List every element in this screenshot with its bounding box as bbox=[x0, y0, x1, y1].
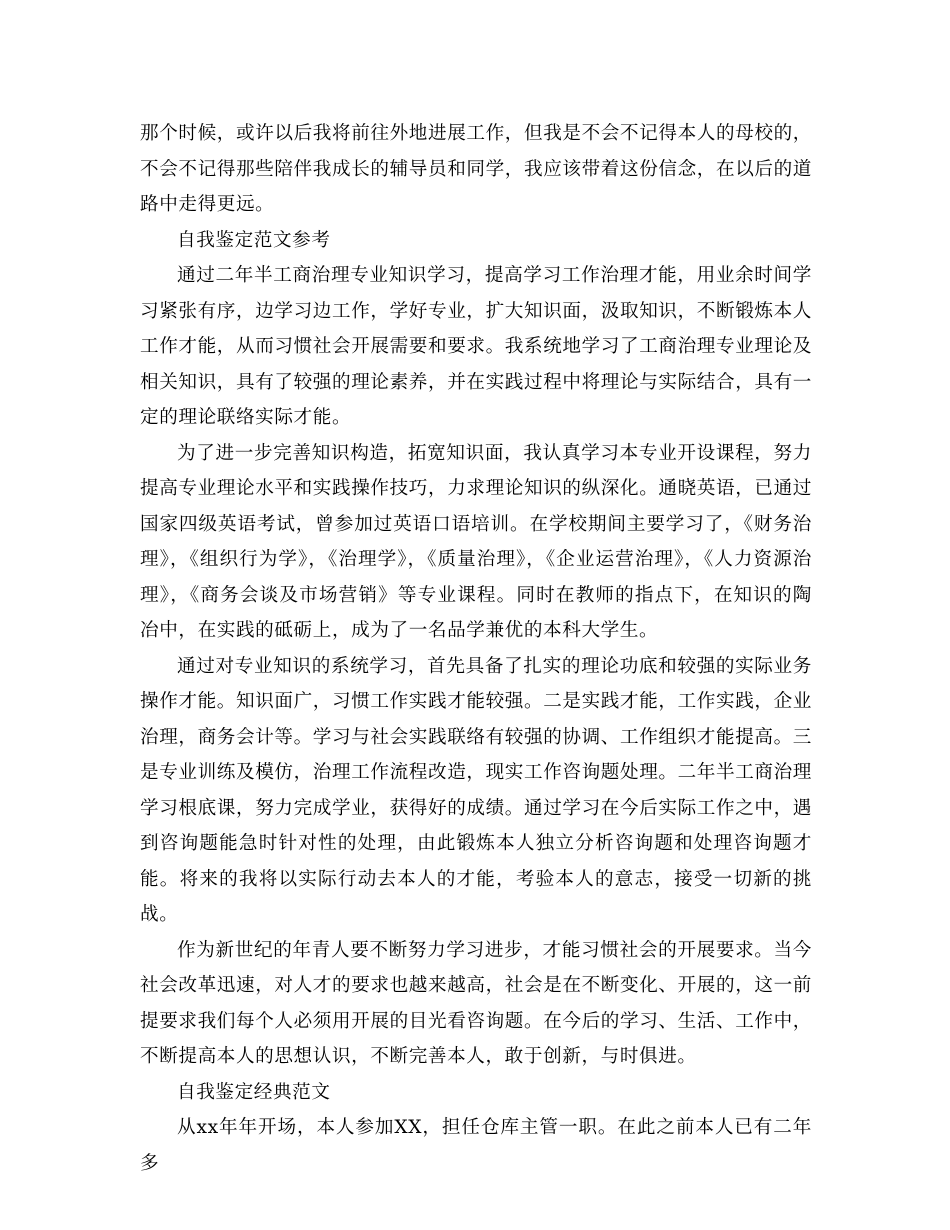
paragraph-warehouse-start: 从xx年年开场，本人参加XX，担任仓库主管一职。在此之前本人已有二年多 bbox=[140, 1117, 812, 1174]
section-heading-classic: 自我鉴定经典范文 bbox=[177, 1081, 331, 1103]
section-heading-reference: 自我鉴定范文参考 bbox=[177, 229, 331, 251]
paragraph-professional-skills: 通过对专业知识的系统学习，首先具备了扎实的理论功底和较强的实际业务操作才能。知识面广，习惯工作实践才能较强。二是实践才能，工作实践，企业治理，商务会计等。学习与社会实践联络有较强的协调、工作组织才能提高。三是专业训练及模仿，治理工作流程改造，现实工作咨询题处理。二年半工商治理学习根底课，努力完成学业，获得好的成绩。通过学习在今后实际工作之中，遇到咨询题能急时针对性的处理，由此锻炼本人独立分析咨询题和处理咨询题才能。将来的我将以实际行动去本人的才能，考验本人的意志，接受一切新的挑战。 bbox=[140, 655, 812, 925]
paragraph-intro-continuation: 那个时候，或许以后我将前往外地进展工作，但我是不会不记得本人的母校的，不会不记得那些陪伴我成长的辅导员和同学，我应该带着这份信念，在以后的道路中走得更远。 bbox=[140, 123, 812, 215]
document-body bbox=[140, 116, 812, 1181]
paragraph-youth-progress: 作为新世纪的年青人要不断努力学习进步，才能习惯社会的开展要求。当今社会改革迅速，对人才的要求也越来越高，社会是在不断变化、开展的，这一前提要求我们每个人必须用开展的目光看咨询题。在今后的学习、生活、工作中，不断提高本人的思想认识，不断完善本人，敢于创新，与时俱进。 bbox=[140, 939, 812, 1067]
paragraph-knowledge-structure: 为了进一步完善知识构造，拓宽知识面，我认真学习本专业开设课程，努力提高专业理论水平和实践操作技巧，力求理论知识的纵深化。通晓英语，已通过国家四级英语考试，曾参加过英语口语培训。在学校期间主要学习了，《财务治理》，《组织行为学》，《治理学》，《质量治理》，《企业运营治理》，《人力资源治理》，《商务会谈及市场营销》等专业课程。同时在教师的指点下，在知识的陶冶中，在实践的砥砺上，成为了一名品学兼优的本科大学生。 bbox=[140, 442, 812, 641]
paragraph-study-summary: 通过二年半工商治理专业知识学习，提高学习工作治理才能，用业余时间学习紧张有序，边学习边工作，学好专业，扩大知识面，汲取知识，不断锻炼本人工作才能，从而习惯社会开展需要和要求。我系统地学习了工商治理专业理论及相关知识，具有了较强的理论素养，并在实践过程中将理论与实际结合，具有一定的理论联络实际才能。 bbox=[140, 265, 812, 428]
